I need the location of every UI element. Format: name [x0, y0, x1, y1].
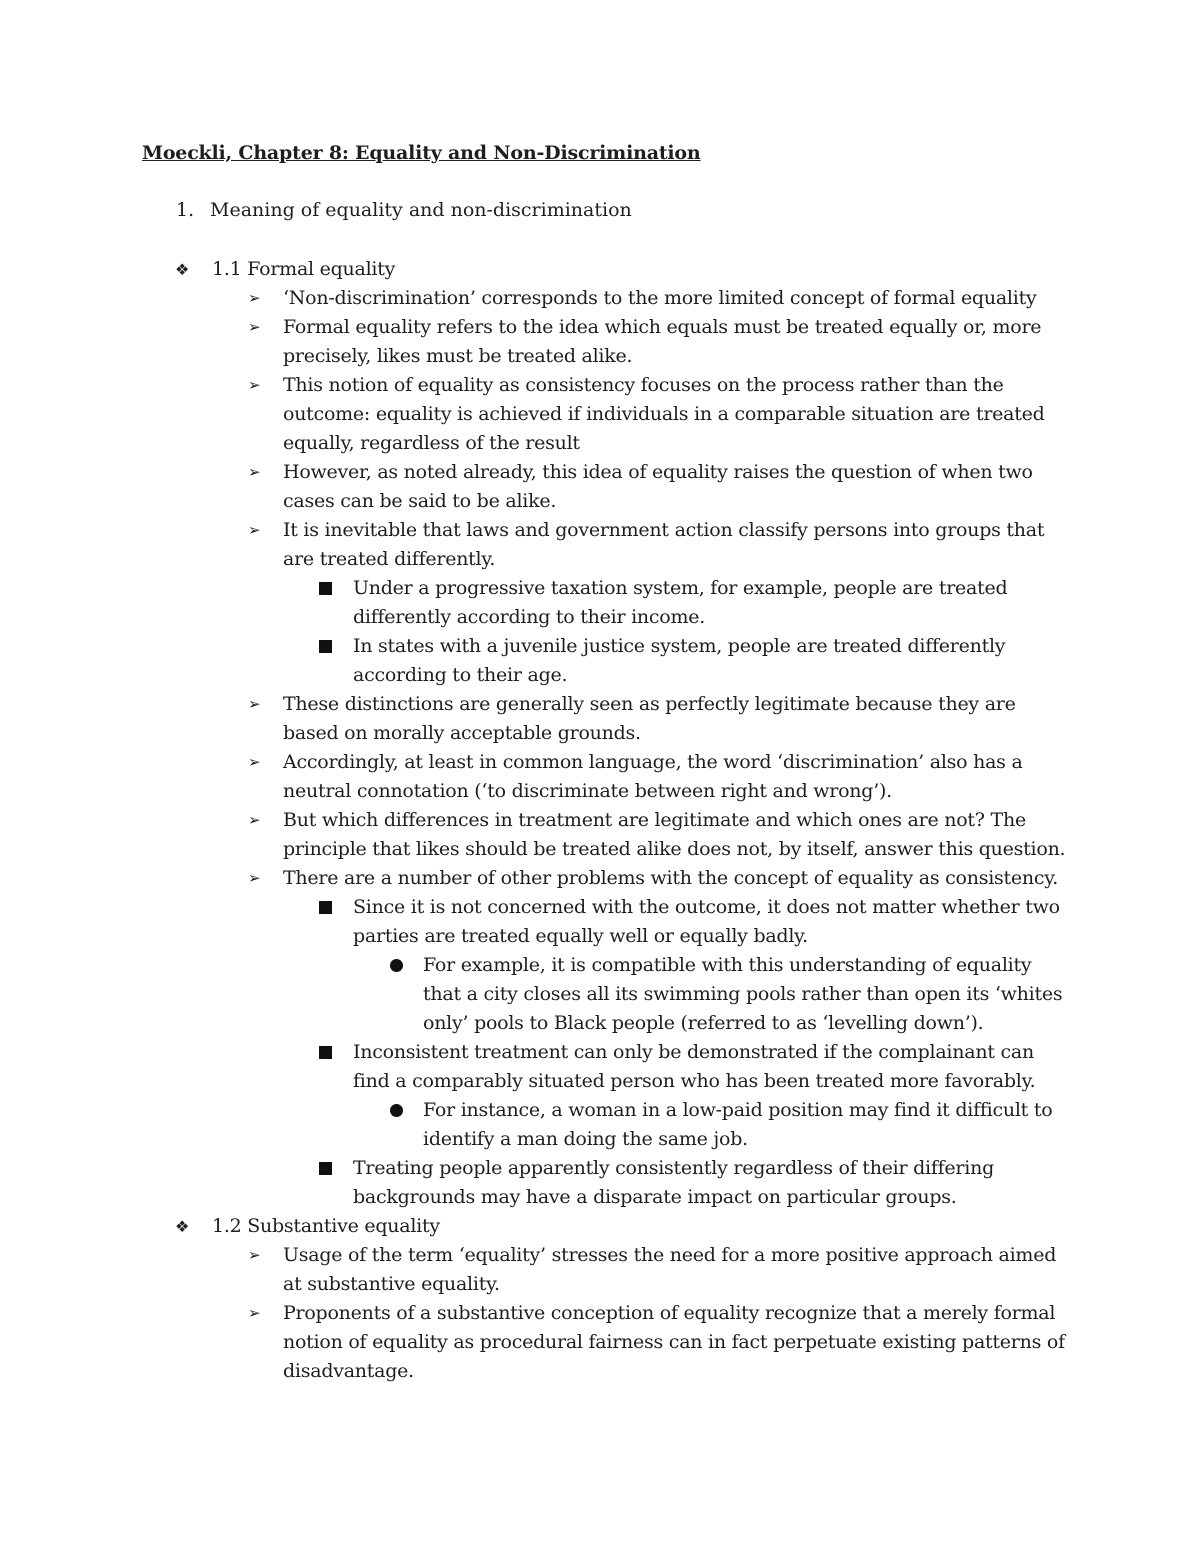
- list-item: [0, 690, 1068, 748]
- list-item-text: Since it is not concerned with the outcome, it does not matter whether two parties are treated equally well or equally badly.: [353, 896, 1060, 947]
- arrow-bullet-icon: ➢: [248, 376, 261, 394]
- list-item-text: Proponents of a substantive conception of equality recognize that a merely formal notion of equality as procedural fairness can in fact perpetuate existing patterns of disadvantage.: [283, 1302, 1065, 1382]
- diamond-bullet-icon: ❖: [175, 260, 190, 279]
- list-item: [0, 1299, 1068, 1386]
- square-bullet-icon: [319, 1038, 332, 1067]
- arrow-bullet-icon: ➢: [248, 753, 261, 771]
- list-item-text: However, as noted already, this idea of equality raises the question of when two cases can be said to be alike.: [283, 461, 1033, 512]
- list-item-text: These distinctions are generally seen as perfectly legitimate because they are based on morally acceptable grounds.: [283, 693, 1016, 744]
- square-bullet-icon: [319, 893, 332, 922]
- list-item: [0, 516, 1068, 574]
- circle-bullet-icon: [390, 951, 403, 980]
- list-item-text: This notion of equality as consistency focuses on the process rather than the outcome: equality is achieved if individuals in a comparable situation are treated equally, regardless of the result: [283, 374, 1045, 454]
- list-item-text: But which differences in treatment are legitimate and which ones are not? The principle that likes should be treated alike does not, by itself, answer this question.: [283, 809, 1066, 860]
- arrow-bullet-icon: ➢: [248, 289, 261, 307]
- list-item-text: It is inevitable that laws and government action classify persons into groups that are treated differently.: [283, 519, 1045, 570]
- arrow-bullet-icon: ➢: [248, 811, 261, 829]
- subsection-heading: [0, 1212, 1200, 1241]
- document-title: Moeckli, Chapter 8: Equality and Non-Discrimination: [142, 142, 701, 164]
- list-item-text: For instance, a woman in a low-paid position may find it difficult to identify a man doing the same job.: [423, 1099, 1053, 1150]
- section-number: 1.: [176, 199, 195, 221]
- list-item-text: Inconsistent treatment can only be demonstrated if the complainant can find a comparably situated person who has been treated more favorably.: [353, 1041, 1036, 1092]
- list-item: [0, 1241, 1068, 1299]
- list-item: [0, 1096, 1068, 1154]
- subsection-label: 1.2 Substantive equality: [212, 1215, 440, 1237]
- list-item: [0, 951, 1068, 1038]
- list-item: [0, 806, 1068, 864]
- list-item: [0, 284, 1068, 313]
- arrow-bullet-icon: ➢: [248, 1304, 261, 1322]
- outline-list: [0, 255, 1200, 1386]
- arrow-bullet-icon: ➢: [248, 521, 261, 539]
- list-item-text: There are a number of other problems with the concept of equality as consistency.: [283, 867, 1059, 889]
- list-item: [0, 574, 1068, 632]
- section-heading: [176, 199, 632, 221]
- diamond-bullet-icon: ❖: [175, 1217, 190, 1236]
- list-item-text: Formal equality refers to the idea which equals must be treated equally or, more precisely, likes must be treated alike.: [283, 316, 1042, 367]
- section-label: Meaning of equality and non-discrimination: [210, 199, 632, 221]
- list-item: [0, 313, 1068, 371]
- subsection-label: 1.1 Formal equality: [212, 258, 396, 280]
- circle-bullet-icon: [390, 1096, 403, 1125]
- arrow-bullet-icon: ➢: [248, 869, 261, 887]
- list-item: [0, 1038, 1068, 1096]
- list-item: [0, 893, 1068, 951]
- arrow-bullet-icon: ➢: [248, 463, 261, 481]
- square-bullet-icon: [319, 574, 332, 603]
- subsection-heading: [0, 255, 1200, 284]
- list-item: [0, 632, 1068, 690]
- list-item: [0, 864, 1068, 893]
- list-item: [0, 748, 1068, 806]
- list-item-text: ‘Non-discrimination’ corresponds to the more limited concept of formal equality: [283, 287, 1037, 309]
- list-item-text: For example, it is compatible with this understanding of equality that a city closes all its swimming pools rather than open its ‘whites only’ pools to Black people (referred to as ‘levelling down’).: [423, 954, 1063, 1034]
- list-item-text: Under a progressive taxation system, for example, people are treated differently according to their income.: [353, 577, 1008, 628]
- list-item-text: Accordingly, at least in common language, the word ‘discrimination’ also has a neutral connotation (‘to discriminate between right and wrong’).: [283, 751, 1023, 802]
- square-bullet-icon: [319, 632, 332, 661]
- list-item-text: Treating people apparently consistently regardless of their differing backgrounds may have a disparate impact on particular groups.: [353, 1157, 994, 1208]
- list-item: [0, 458, 1068, 516]
- list-item: [0, 371, 1068, 458]
- list-item-text: Usage of the term ‘equality’ stresses the need for a more positive approach aimed at substantive equality.: [283, 1244, 1057, 1295]
- arrow-bullet-icon: ➢: [248, 1246, 261, 1264]
- square-bullet-icon: [319, 1154, 332, 1183]
- list-item-text: In states with a juvenile justice system, people are treated differently according to their age.: [353, 635, 1006, 686]
- arrow-bullet-icon: ➢: [248, 695, 261, 713]
- list-item: [0, 1154, 1068, 1212]
- arrow-bullet-icon: ➢: [248, 318, 261, 336]
